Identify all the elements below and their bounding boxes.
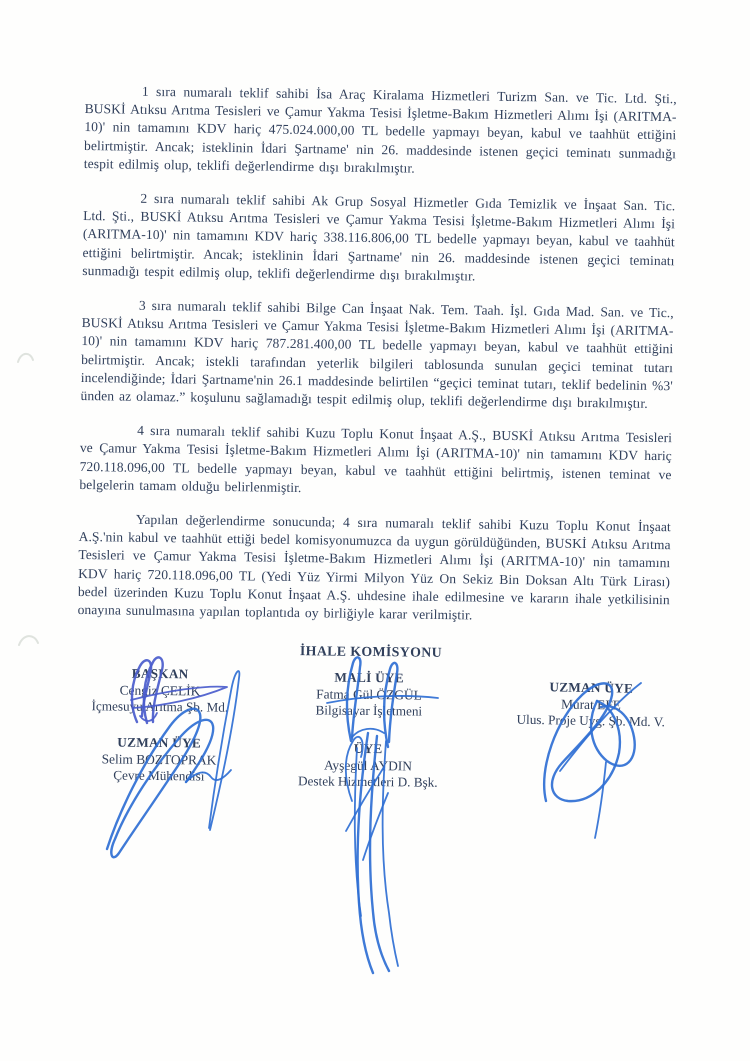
commission-member-uye: [298, 740, 438, 791]
commission-member-baskan: [91, 665, 228, 716]
commission-member-uzman-uye-2: [101, 734, 216, 785]
member-unit: İçmesuyu Arıtma Şb. Md.: [91, 698, 229, 715]
member-role: UZMAN ÜYE: [549, 679, 634, 696]
paragraph-bidder-2: 2 sıra numaralı teklif sahibi Ak Grup Sosyal Hizmetler Gıda Temizlik ve İnşaat San. Tic. Ltd. Şti., BUSKİ Atıksu Arıtma Tesisleri ve Çamur Yakma Tesisi İşletme-Bakım Hizmetleri Alımı İşi (ARITMA-10)' nin tamamını KDV hariç 338.116.806,00 TL bedelle yapmayı beyan, kabul ve taahhüt ettiğini belirtmiştir. Ancak; isteklinin İdari Şartname' nin 26. maddesinde istenen geçici teminatı sunmadığı tespit edilmiş olup, teklifi değerlendirme dışı bırakılmıştır.: [82, 190, 676, 284]
member-name: Fatma Gül ÖZGÜL: [316, 685, 422, 703]
member-role: MALİ ÜYE: [334, 669, 404, 686]
member-unit: Destek Hizmetleri D. Bşk.: [297, 773, 438, 790]
member-name: Cengiz ÇELİK: [119, 682, 201, 698]
member-role: BAŞKAN: [131, 665, 189, 682]
member-name: Selim BOZTOPRAK: [101, 750, 217, 768]
paragraph-bidder-1: 1 sıra numaralı teklif sahibi İsa Araç Kiralama Hizmetleri Turizm San. ve Tic. Ltd. Şti., BUSKİ Atıksu Arıtma Tesisleri ve Çamur Yakma Tesisi İşletme-Bakım Hizmetleri Alımı İşi (ARITMA-10)' nin tamamını KDV hariç 475.024.000,00 TL bedelle yapmayı beyan, kabul ve taahhüt ettiğini belirtmiştir. Ancak; isteklinin İdari Şartname' nin 26. maddesinde istenen geçici teminatı sunmadığı tespit edilmiş olup, teklifi değerlendirme dışı bırakılmıştır.: [83, 83, 677, 176]
member-role: UZMAN ÜYE: [117, 734, 202, 751]
commission-heading: İHALE KOMİSYONU: [299, 643, 443, 660]
commission-member-uzman-uye-1: [516, 679, 665, 731]
paragraph-bidder-3: 3 sıra numaralı teklif sahibi Bilge Can İnşaat Nak. Tem. Taah. İşl. Gıda Mad. San. ve Tic., BUSKİ Atıksu Arıtma Tesisleri ve Çamur Yakma Tesisi İşletme-Bakım Hizmetleri Alımı İşi (ARITMA-10)' nin tamamını KDV hariç 787.281.400,00 TL bedelle yapmayı beyan, kabul ve taahhüt ettiğini belirtmiştir. Ancak; istekli tarafından yeterlik bilgileri tablosunda sunulan geçici teminat tutarı incelendiğinde; İdari Şartname'nin 26.1 maddesinde belirtilen “geçici teminat tutarı, teklif bedelinin %3' ünden az olamaz.” koşulunu sağlamadığı tespit edilmiş olup, teklifi değerlendirme dışı bırakılmıştır.: [80, 297, 674, 411]
member-role: ÜYE: [353, 740, 383, 757]
member-name: Ayşegül AYDIN: [323, 757, 413, 773]
paragraph-decision: Yapılan değerlendirme sonucunda; 4 sıra numaralı teklif sahibi Kuzu Toplu Konut İnşaat A.Ş.'nin kabul ve taahhüt ettiği bedel komisyonumuzca da uygun görüldüğünden, BUSKİ Atıksu Arıtma Tesisleri ve Çamur Yakma Tesisi İşletme-Bakım Hizmetleri Alımı İşi (ARITMA-10)' nin tamamını KDV hariç 720.118.096,00 TL (Yedi Yüz Yirmi Milyon Yüz On Sekiz Bin Doksan Altı Türk Lirası) bedel üzerinden Kuzu Toplu Konut İnşaat A.Ş. uhdesine ihale edilmesine ve kararın ihale yetkilisinin onayına sunulmasına yapılan toplantıda oy birliğiyle karar verilmiştir.: [77, 511, 671, 623]
member-unit: Ulus. Proje Uyg. Şb. Md. V.: [516, 711, 665, 730]
member-unit: Çevre Mühendisi: [113, 767, 205, 784]
paragraph-bidder-4: 4 sıra numaralı teklif sahibi Kuzu Toplu Konut İnşaat A.Ş., BUSKİ Atıksu Arıtma Tesisleri ve Çamur Yakma Tesisi İşletme-Bakım Hizmetleri Alımı İşi (ARITMA-10)' nin tamamını KDV hariç 720.118.096,00 TL bedelle yapmayı beyan, kabul ve taahhüt ettiğini belirtmiş, istenen teminat ve belgelerin tamam olduğu belirlenmiştir.: [79, 423, 673, 495]
member-unit: Bilgisayar İşletmeni: [315, 702, 423, 719]
commission-member-mali-uye: [315, 669, 422, 720]
member-name: Murat EFE: [560, 695, 622, 713]
